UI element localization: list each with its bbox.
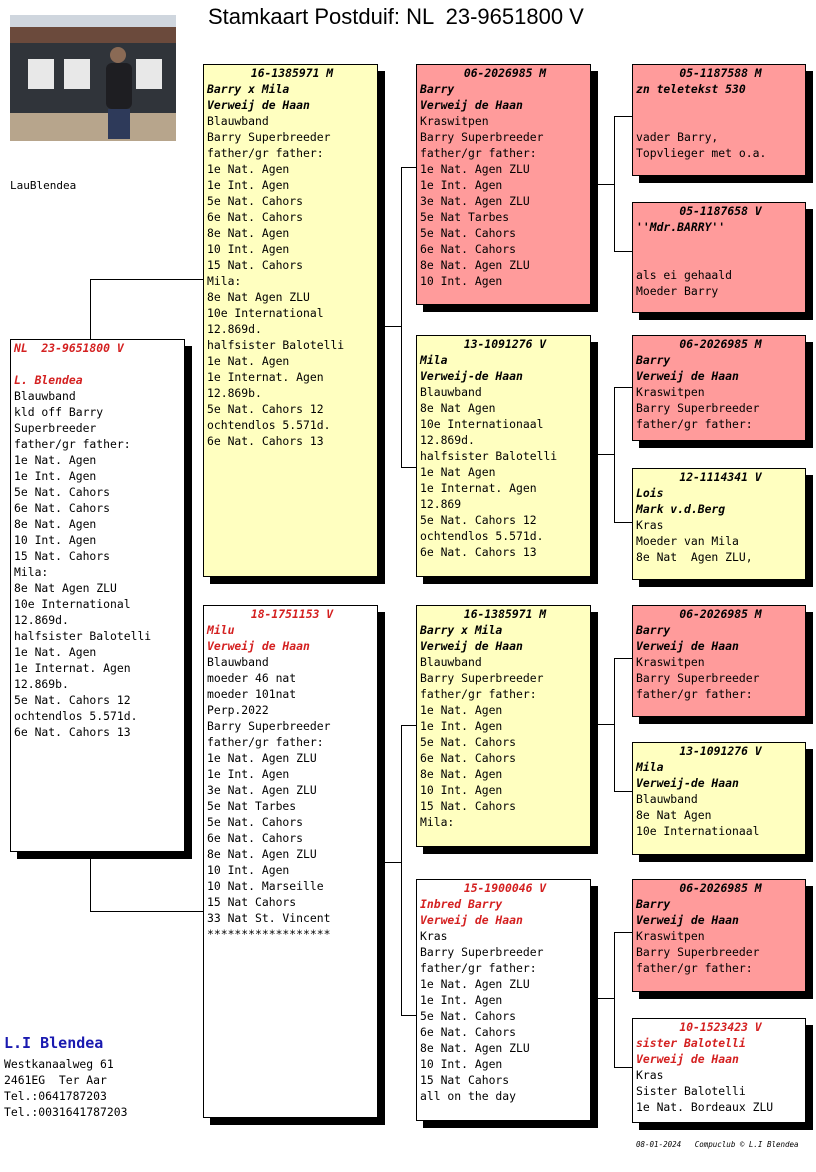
pedigree-line: 1e Nat. Agen ZLU xyxy=(420,977,530,991)
connector-line xyxy=(597,454,614,455)
owner-address-block xyxy=(4,1034,127,1120)
pedigree-line: Blauwband xyxy=(636,792,698,806)
pedigree-line: 8e Nat. Agen xyxy=(14,517,97,531)
pedigree-line: 5e Nat Tarbes xyxy=(207,799,297,813)
pedigree-line: Barry Superbreeder xyxy=(636,401,760,415)
ring-number: 15-1900046 V xyxy=(463,881,547,895)
pedigree-line: 15 Nat. Cahors xyxy=(420,799,517,813)
ring-number: 13-1091276 V xyxy=(463,337,547,351)
pedigree-line: Superbreeder xyxy=(14,421,97,435)
connector-line xyxy=(384,326,401,327)
connector-line xyxy=(90,852,91,912)
pedigree-line: 10 Int. Agen xyxy=(14,533,97,547)
pedigree-line: 10e Internationaal xyxy=(636,824,760,838)
connector-line xyxy=(597,184,614,185)
pedigree-card-mother-father[interactable] xyxy=(416,605,591,847)
pedigree-line: 15 Nat. Cahors xyxy=(207,258,304,272)
pigeon-name: zn teletekst 530 xyxy=(636,82,746,96)
pedigree-line: Kraswitpen xyxy=(636,655,705,669)
pedigree-line: halfsister Balotelli xyxy=(207,338,345,352)
pedigree-line: 1e Int. Agen xyxy=(207,767,290,781)
owner-name: L.I Blendea xyxy=(4,1034,104,1052)
pedigree-line: father/gr father: xyxy=(207,735,324,749)
pedigree-line: 1e Nat. Agen xyxy=(420,703,503,717)
pedigree-line xyxy=(636,113,805,129)
breeder-name: Verweij de Haan xyxy=(420,639,523,653)
pedigree-line: 1e Nat. Agen xyxy=(14,645,97,659)
pedigree-line: 1e Int. Agen xyxy=(420,178,503,192)
pedigree-line: 8e Nat. Agen ZLU xyxy=(207,847,317,861)
pedigree-card-mother-mother[interactable] xyxy=(416,879,591,1121)
pedigree-line: 6e Nat. Cahors xyxy=(14,501,111,515)
pedigree-line: 8e Nat Agen xyxy=(636,808,712,822)
pedigree-line: Blauwband xyxy=(14,389,76,403)
pedigree-line: 6e Nat. Cahors 13 xyxy=(14,725,131,739)
pedigree-line: 1e Nat. Agen xyxy=(207,162,290,176)
pedigree-line: 10e International xyxy=(14,597,131,611)
pedigree-line: 5e Nat. Cahors 12 xyxy=(420,513,537,527)
pigeon-name: Barry xyxy=(636,897,671,911)
pedigree-line: father/gr father: xyxy=(636,687,753,701)
pedigree-line: Mila: xyxy=(420,815,455,829)
pigeon-name: Barry xyxy=(420,82,455,96)
pedigree-line: kld off Barry xyxy=(14,405,104,419)
pedigree-line xyxy=(636,97,805,113)
connector-line xyxy=(614,791,632,792)
ring-number: 13-1091276 V xyxy=(679,744,762,758)
pedigree-line: 33 Nat St. Vincent xyxy=(207,911,331,925)
pedigree-line: ochtendlos 5.571d. xyxy=(420,529,544,543)
pedigree-line: father/gr father: xyxy=(207,146,324,160)
pedigree-card-subject[interactable] xyxy=(10,339,185,852)
pedigree-line: 10 Int. Agen xyxy=(207,863,290,877)
breeder-name: Verweij de Haan xyxy=(207,639,310,653)
pedigree-line: 6e Nat. Cahors 13 xyxy=(207,434,324,448)
pedigree-line: 10 Int. Agen xyxy=(420,783,503,797)
pedigree-line: 6e Nat. Cahors xyxy=(420,751,517,765)
pedigree-card-ggp-4[interactable] xyxy=(632,468,806,580)
pedigree-line xyxy=(636,251,805,267)
breeder-name: Verweij de Haan xyxy=(420,913,523,927)
pedigree-line: 10e Internationaal xyxy=(420,417,544,431)
pigeon-name: Mila xyxy=(420,353,448,367)
pedigree-line: 15 Nat Cahors xyxy=(207,895,297,909)
pedigree-line: 1e Internat. Agen xyxy=(420,481,537,495)
connector-line xyxy=(401,167,417,168)
pedigree-line: 8e Nat. Agen xyxy=(207,226,290,240)
ring-number: 16-1385971 M xyxy=(463,607,547,621)
pedigree-card-ggp-6[interactable] xyxy=(632,742,806,855)
breeder-name: Verweij-de Haan xyxy=(636,776,739,790)
pedigree-line: Barry Superbreeder xyxy=(207,130,331,144)
pedigree-card-mother[interactable] xyxy=(203,605,378,1118)
pedigree-line: Barry Superbreeder xyxy=(420,130,544,144)
breeder-name: Verweij de Haan xyxy=(636,1052,739,1066)
connector-line xyxy=(401,725,402,1016)
pedigree-line: Barry Superbreeder xyxy=(636,945,760,959)
ring-number: 10-1523423 V xyxy=(679,1020,762,1034)
pedigree-line: 5e Nat. Cahors 12 xyxy=(14,693,131,707)
pedigree-line: 1e Nat. Agen ZLU xyxy=(207,751,317,765)
breeder-name: Verweij de Haan xyxy=(207,98,310,112)
connector-line xyxy=(614,1067,632,1068)
pedigree-line: Moeder Barry xyxy=(636,284,719,298)
pedigree-line: halfsister Balotelli xyxy=(420,449,558,463)
pedigree-line: 8e Nat Agen ZLU xyxy=(14,581,117,595)
pedigree-card-father-mother[interactable] xyxy=(416,335,591,577)
breeder-name: Verweij-de Haan xyxy=(420,369,523,383)
connector-line xyxy=(614,387,632,388)
pedigree-line: 12.869d. xyxy=(14,613,69,627)
owner-address-line: 2461EG Ter Aar xyxy=(4,1073,107,1087)
pedigree-line: 8e Nat Agen ZLU, xyxy=(636,550,753,564)
pigeon-name: Barry x Mila xyxy=(420,623,503,637)
pigeon-name: Barry xyxy=(636,623,671,637)
connector-line xyxy=(614,387,615,523)
connector-line xyxy=(597,998,614,999)
pedigree-line: Kras xyxy=(636,518,664,532)
pedigree-line: 8e Nat Agen xyxy=(420,401,496,415)
pedigree-line: vader Barry, xyxy=(636,130,719,144)
pedigree-line: 1e Int. Agen xyxy=(420,993,503,1007)
pedigree-line: 8e Nat. Agen xyxy=(420,767,503,781)
pigeon-name: Milu xyxy=(207,623,235,637)
ring-number: 06-2026985 M xyxy=(679,337,762,351)
pedigree-line: father/gr father: xyxy=(636,417,753,431)
ring-number: 12-1114341 V xyxy=(679,470,762,484)
connector-line xyxy=(90,911,204,912)
connector-line xyxy=(614,932,615,1068)
pedigree-line: father/gr father: xyxy=(420,146,537,160)
pedigree-line: 6e Nat. Cahors xyxy=(207,831,304,845)
pedigree-line: 3e Nat. Agen ZLU xyxy=(207,783,317,797)
breeder-name: Verweij de Haan xyxy=(636,369,739,383)
connector-line xyxy=(614,116,615,252)
pedigree-line: 1e Nat. Agen xyxy=(207,354,290,368)
pedigree-line: Barry Superbreeder xyxy=(636,671,760,685)
breeder-name: L. Blendea xyxy=(14,373,83,387)
pedigree-line: 15 Nat Cahors xyxy=(420,1073,510,1087)
connector-line xyxy=(401,167,402,468)
footer-date: 08-01-2024 xyxy=(636,1140,682,1149)
pedigree-line: 6e Nat. Cahors xyxy=(207,210,304,224)
ring-number: 06-2026985 M xyxy=(679,607,762,621)
pedigree-line: 12.869 xyxy=(420,497,462,511)
pedigree-card-ggp-5[interactable] xyxy=(632,605,806,717)
pedigree-line: Sister Balotelli xyxy=(636,1084,746,1098)
pedigree-line: 8e Nat. Agen ZLU xyxy=(420,1041,530,1055)
pedigree-line: ochtendlos 5.571d. xyxy=(207,418,331,432)
pedigree-card-ggp-7[interactable] xyxy=(632,879,806,992)
connector-line xyxy=(614,522,632,523)
pedigree-line: ****************** xyxy=(207,927,331,941)
ring-number: 06-2026985 M xyxy=(679,881,762,895)
pedigree-line: 15 Nat. Cahors xyxy=(14,549,111,563)
pigeon-name: Barry xyxy=(636,353,671,367)
connector-line xyxy=(401,1015,417,1016)
pedigree-line: 1e Int. Agen xyxy=(207,178,290,192)
pedigree-card-father-father[interactable] xyxy=(416,64,591,305)
pigeon-name: sister Balotelli xyxy=(636,1036,746,1050)
pedigree-line: 1e Int. Agen xyxy=(420,719,503,733)
pedigree-line: 10e International xyxy=(207,306,324,320)
connector-line xyxy=(614,251,632,252)
pedigree-line: 5e Nat. Cahors xyxy=(207,194,304,208)
pedigree-line: 1e Nat. Agen ZLU xyxy=(420,162,530,176)
connector-line xyxy=(401,725,417,726)
ring-number: 05-1187658 V xyxy=(679,204,762,218)
breeder-name: Verweij de Haan xyxy=(420,98,523,112)
pedigree-card-ggp-8[interactable] xyxy=(632,1018,806,1123)
breeder-name: Mark v.d.Berg xyxy=(636,502,726,516)
pedigree-line: 1e Nat Agen xyxy=(420,465,496,479)
pedigree-line: 1e Internat. Agen xyxy=(207,370,324,384)
pedigree-line: Barry Superbreeder xyxy=(420,945,544,959)
connector-line xyxy=(614,658,632,659)
owner-short-name: LauBlendea xyxy=(10,179,77,192)
pedigree-line: 5e Nat. Cahors xyxy=(14,485,111,499)
pedigree-line: 10 Int. Agen xyxy=(420,1057,503,1071)
pedigree-card-ggp-3[interactable] xyxy=(632,335,806,441)
pedigree-line: 1e Nat. Bordeaux ZLU xyxy=(636,1100,774,1114)
ring-number: 05-1187588 M xyxy=(679,66,762,80)
pedigree-line: Kras xyxy=(420,929,448,943)
pedigree-line: Kraswitpen xyxy=(636,385,705,399)
pedigree-line: moeder 46 nat xyxy=(207,671,297,685)
pedigree-line: 12.869d. xyxy=(420,433,475,447)
pedigree-card-father[interactable] xyxy=(203,64,378,577)
pedigree-line: 8e Nat Agen ZLU xyxy=(207,290,310,304)
pedigree-line: Perp.2022 xyxy=(207,703,269,717)
ring-number: NL 23-9651800 V xyxy=(14,341,124,355)
pedigree-line: moeder 101nat xyxy=(207,687,297,701)
pedigree-line: 5e Nat. Cahors xyxy=(420,1009,517,1023)
pedigree-line: 1e Int. Agen xyxy=(14,469,97,483)
pedigree-line: 12.869d. xyxy=(207,322,262,336)
pedigree-line xyxy=(636,235,805,251)
pedigree-line: Kras xyxy=(636,1068,664,1082)
pedigree-line: 1e Nat. Agen xyxy=(14,453,97,467)
pedigree-line: 10 Int. Agen xyxy=(420,274,503,288)
pedigree-line: Barry Superbreeder xyxy=(207,719,331,733)
pedigree-line: Blauwband xyxy=(420,655,482,669)
pedigree-line: ochtendlos 5.571d. xyxy=(14,709,138,723)
pedigree-line: 5e Nat. Cahors xyxy=(207,815,304,829)
pigeon-name: Barry x Mila xyxy=(207,82,290,96)
ring-number: 16-1385971 M xyxy=(250,66,334,80)
pedigree-line: Blauwband xyxy=(420,385,482,399)
connector-line xyxy=(614,932,632,933)
connector-line xyxy=(597,724,614,725)
footer-credit: Compuclub © L.I Blendea xyxy=(694,1140,799,1149)
pigeon-name: ''Mdr.BARRY'' xyxy=(636,220,726,234)
connector-line xyxy=(90,279,204,280)
pigeon-name: Mila xyxy=(636,760,664,774)
pedigree-line: 12.869b. xyxy=(14,677,69,691)
owner-address-line: Westkanaalweg 61 xyxy=(4,1057,114,1071)
pedigree-card-ggp-2[interactable] xyxy=(632,202,806,313)
pedigree-line: Barry Superbreeder xyxy=(420,671,544,685)
pedigree-line: Moeder van Mila xyxy=(636,534,739,548)
pigeon-name: Lois xyxy=(636,486,664,500)
loft-photo xyxy=(10,15,176,141)
connector-line xyxy=(401,467,417,468)
footer xyxy=(636,1140,799,1149)
owner-phone: Tel.:0641787203 xyxy=(4,1089,107,1103)
page-title: Stamkaart Postduif: NL 23-9651800 V xyxy=(208,4,584,29)
pedigree-line: Kraswitpen xyxy=(420,114,489,128)
pedigree-line: Mila: xyxy=(207,274,242,288)
pedigree-line: 5e Nat. Cahors xyxy=(420,735,517,749)
ring-number: 18-1751153 V xyxy=(250,607,334,621)
pedigree-card-ggp-1[interactable] xyxy=(632,64,806,176)
pedigree-line: 10 Nat. Marseille xyxy=(207,879,324,893)
pedigree-line: 6e Nat. Cahors xyxy=(420,242,517,256)
connector-line xyxy=(90,279,91,340)
breeder-name: Verweij de Haan xyxy=(636,639,739,653)
owner-phone: Tel.:0031641787203 xyxy=(4,1105,128,1119)
pigeon-name: Inbred Barry xyxy=(420,897,503,911)
pedigree-line: 5e Nat Tarbes xyxy=(420,210,510,224)
pedigree-line: 12.869b. xyxy=(207,386,262,400)
pedigree-line: father/gr father: xyxy=(420,961,537,975)
breeder-name: Verweij de Haan xyxy=(636,913,739,927)
pedigree-line: Mila: xyxy=(14,565,49,579)
pedigree-line: father/gr father: xyxy=(420,687,537,701)
pedigree-line: all on the day xyxy=(420,1089,517,1103)
pedigree-line: 5e Nat. Cahors 12 xyxy=(207,402,324,416)
pedigree-line: 1e Internat. Agen xyxy=(14,661,131,675)
pedigree-line: Blauwband xyxy=(207,655,269,669)
pedigree-line: 10 Int. Agen xyxy=(207,242,290,256)
pedigree-line: 6e Nat. Cahors xyxy=(420,1025,517,1039)
pedigree-line xyxy=(14,356,184,372)
pedigree-line: als ei gehaald xyxy=(636,268,733,282)
connector-line xyxy=(384,862,401,863)
connector-line xyxy=(614,658,615,792)
pedigree-line: 6e Nat. Cahors 13 xyxy=(420,545,537,559)
pedigree-line: 5e Nat. Cahors xyxy=(420,226,517,240)
pedigree-line: father/gr father: xyxy=(636,961,753,975)
connector-line xyxy=(614,116,632,117)
pedigree-line: Topvlieger met o.a. xyxy=(636,146,767,160)
pedigree-line: Blauwband xyxy=(207,114,269,128)
ring-number: 06-2026985 M xyxy=(463,66,547,80)
pedigree-line: halfsister Balotelli xyxy=(14,629,152,643)
pedigree-line: 3e Nat. Agen ZLU xyxy=(420,194,530,208)
pedigree-line: father/gr father: xyxy=(14,437,131,451)
pedigree-line: 8e Nat. Agen ZLU xyxy=(420,258,530,272)
pedigree-line: Kraswitpen xyxy=(636,929,705,943)
